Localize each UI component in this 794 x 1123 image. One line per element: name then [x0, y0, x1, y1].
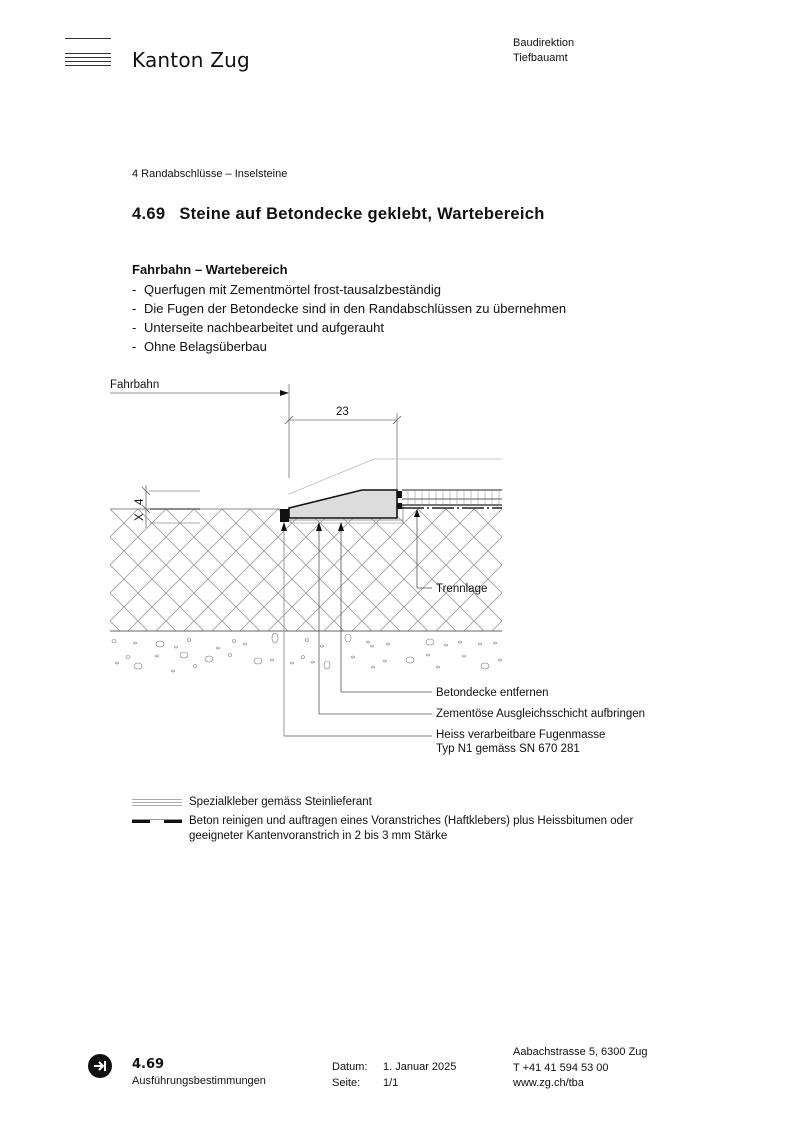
title-text: Steine auf Betondecke geklebt, Wartebereich: [179, 205, 545, 223]
dimension-height: 4: [134, 498, 146, 505]
bullet-item: - Querfugen mit Zementmörtel frost-tausalzbeständig: [132, 280, 566, 299]
legend-text-line: Beton reinigen und auftragen eines Voranstriches (Haftklebers) plus Heissbitumen oder: [189, 815, 634, 827]
label-fahrbahn: Fahrbahn: [110, 379, 160, 391]
cross-section-drawing: [0, 370, 794, 770]
callout-ausgleichsschicht: Zementöse Ausgleichsschicht aufbringen: [436, 708, 646, 720]
bullet-list: [132, 280, 566, 356]
dash-line-icon: [132, 814, 182, 828]
callout-betondecke: Betondecke entfernen: [436, 687, 549, 699]
organization-name: Kanton Zug: [132, 48, 250, 72]
footer-doc-type: Ausführungsbestimmungen: [132, 1075, 266, 1087]
bullet-item: - Unterseite nachbearbeitet und aufgerauht: [132, 318, 566, 337]
legend-text-line: geeigneter Kantenvoranstrich in 2 bis 3 mm Stärke: [189, 830, 448, 842]
address: Aabachstrasse 5, 6300 Zug: [513, 1046, 648, 1058]
website-link[interactable]: www.zg.ch/tba: [513, 1077, 584, 1089]
page-title: [132, 205, 545, 224]
page-label: Seite:: [332, 1076, 361, 1089]
phone: T +41 41 594 53 00: [513, 1061, 609, 1074]
legend-text: Spezialkleber gemäss Steinlieferant: [189, 796, 372, 808]
legend-row: [132, 814, 633, 844]
department-name: Baudirektion: [513, 37, 575, 49]
dimension-width: 23: [336, 406, 349, 418]
footer-number: 4.69: [132, 1057, 165, 1072]
double-line-icon: [132, 795, 182, 809]
office-name: Tiefbauamt: [513, 52, 568, 64]
callout-fugenmasse-type: Typ N1 gemäss SN 670 281: [436, 743, 580, 755]
title-number: 4.69: [132, 205, 166, 223]
footer-contact: [513, 1045, 648, 1092]
date-label: Datum:: [332, 1061, 368, 1073]
canton-logo-icon: [65, 38, 111, 69]
page-value: 1/1: [383, 1076, 399, 1089]
label-trennlage: Trennlage: [436, 583, 488, 595]
legend: [132, 795, 633, 848]
legend-text: [189, 814, 633, 844]
department-block: [513, 36, 574, 66]
breadcrumb: 4 Randabschlüsse – Inselsteine: [132, 168, 288, 180]
footer-meta: [332, 1060, 456, 1091]
bullet-item: - Ohne Belagsüberbau: [132, 337, 566, 356]
legend-row: [132, 795, 633, 810]
callout-fugenmasse: Heiss verarbeitbare Fugenmasse: [436, 729, 606, 741]
section-heading: Fahrbahn – Wartebereich: [132, 262, 288, 277]
arrow-right-circle-icon: [88, 1054, 112, 1078]
bullet-item: - Die Fugen der Betondecke sind in den Randabschlüssen zu übernehmen: [132, 299, 566, 318]
date-value: 1. Januar 2025: [383, 1061, 457, 1073]
